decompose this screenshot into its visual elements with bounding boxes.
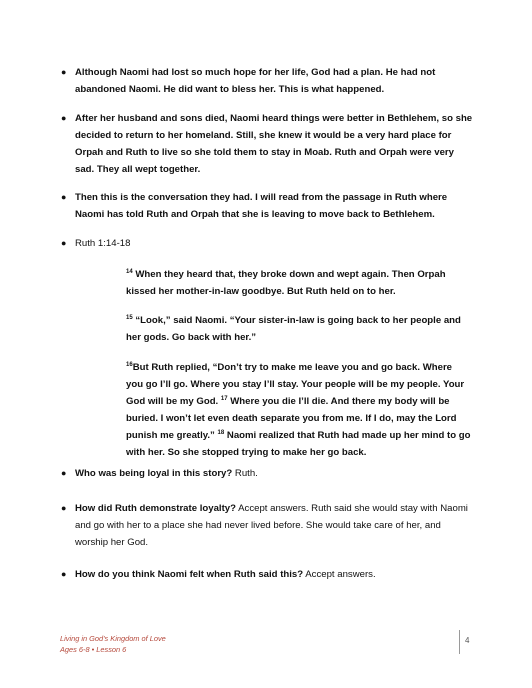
- verse-text: “Look,” said Naomi. “Your sister-in-law is going back to her people and her gods. Go back with her.”: [126, 315, 461, 343]
- scripture-verse-15: [126, 312, 471, 346]
- bullet-item: [61, 566, 475, 583]
- footer-title: Living in God's Kingdom of Love: [60, 634, 166, 643]
- verse-text: Where you die I’ll die. And there my body will be buried. I won’t let even death separate you from me. If I do, may the Lord punish me greatly.”: [126, 396, 457, 441]
- verse-text: When they heard that, they broke down and wept again. Then Orpah kissed her mother-in-law goodbye. But Ruth held on to her.: [126, 269, 446, 297]
- bullet-dot: ●: [61, 113, 67, 123]
- bullet-bold-text: Then this is the conversation they had. I will read from the passage in Ruth where Naomi has told Ruth and Orpah that she is leaving to move back to Bethlehem.: [75, 192, 448, 220]
- bullet-item: [61, 189, 475, 223]
- bullet-dot: ●: [61, 468, 67, 478]
- bullet-bold-text: Who was being loyal in this story?: [75, 468, 233, 479]
- bullet-item: [61, 64, 475, 98]
- bullet-item: [61, 110, 475, 178]
- bullet-item: [61, 500, 475, 551]
- verse-number: 16: [126, 361, 133, 368]
- bullet-text: Accept answers.: [303, 569, 376, 580]
- bullet-text: Accept answers. Ruth said she would stay with Naomi and go with her to a place she had never lived before. She would take care of her, and worship her God.: [75, 503, 468, 548]
- bullet-reference: Ruth 1:14-18: [75, 238, 131, 249]
- bullet-dot: ●: [61, 67, 67, 77]
- footer-subtitle: Ages 6-8 • Lesson 6: [60, 645, 127, 654]
- bullet-dot: ●: [61, 238, 67, 248]
- verse-text: But Ruth replied, “Don’t try to make me leave you and go back. Where you go I’ll go. Where you stay I’ll stay. Your people will be my people. Your God will be my God.: [126, 362, 465, 407]
- bullet-bold-text: After her husband and sons died, Naomi heard things were better in Bethlehem, so she decided to return to her homeland. Still, she knew it would be a very hard place for Orpah and Ruth to live so she told them to stay in Moab. Ruth and Orpah were very sad. They all wept together.: [75, 113, 473, 175]
- footer-divider: [459, 630, 460, 654]
- scripture-verse-14: [126, 266, 471, 300]
- footer-title-block: [60, 633, 166, 655]
- verse-text: Naomi realized that Ruth had made up her mind to go with her. So she stopped trying to make her go back.: [126, 430, 471, 458]
- bullet-dot: ●: [61, 192, 67, 202]
- verse-number: 17: [220, 395, 228, 402]
- bullet-dot: ●: [61, 569, 67, 579]
- verse-number: 14: [126, 268, 133, 275]
- bullet-text: Ruth.: [232, 468, 258, 479]
- bullet-bold-text: How did Ruth demonstrate loyalty?: [75, 503, 236, 514]
- verse-number: 18: [217, 429, 225, 436]
- bullet-dot: ●: [61, 503, 67, 513]
- bullet-bold-text: How do you think Naomi felt when Ruth said this?: [75, 569, 304, 580]
- bullet-item: [61, 235, 475, 252]
- page-number: 4: [465, 636, 470, 645]
- scripture-verse-16-18: [126, 359, 471, 461]
- bullet-bold-text: Although Naomi had lost so much hope for her life, God had a plan. He had not abandoned Naomi. He did want to bless her. This is what happened.: [75, 67, 436, 95]
- verse-number: 15: [126, 314, 133, 321]
- bullet-item: [61, 465, 475, 482]
